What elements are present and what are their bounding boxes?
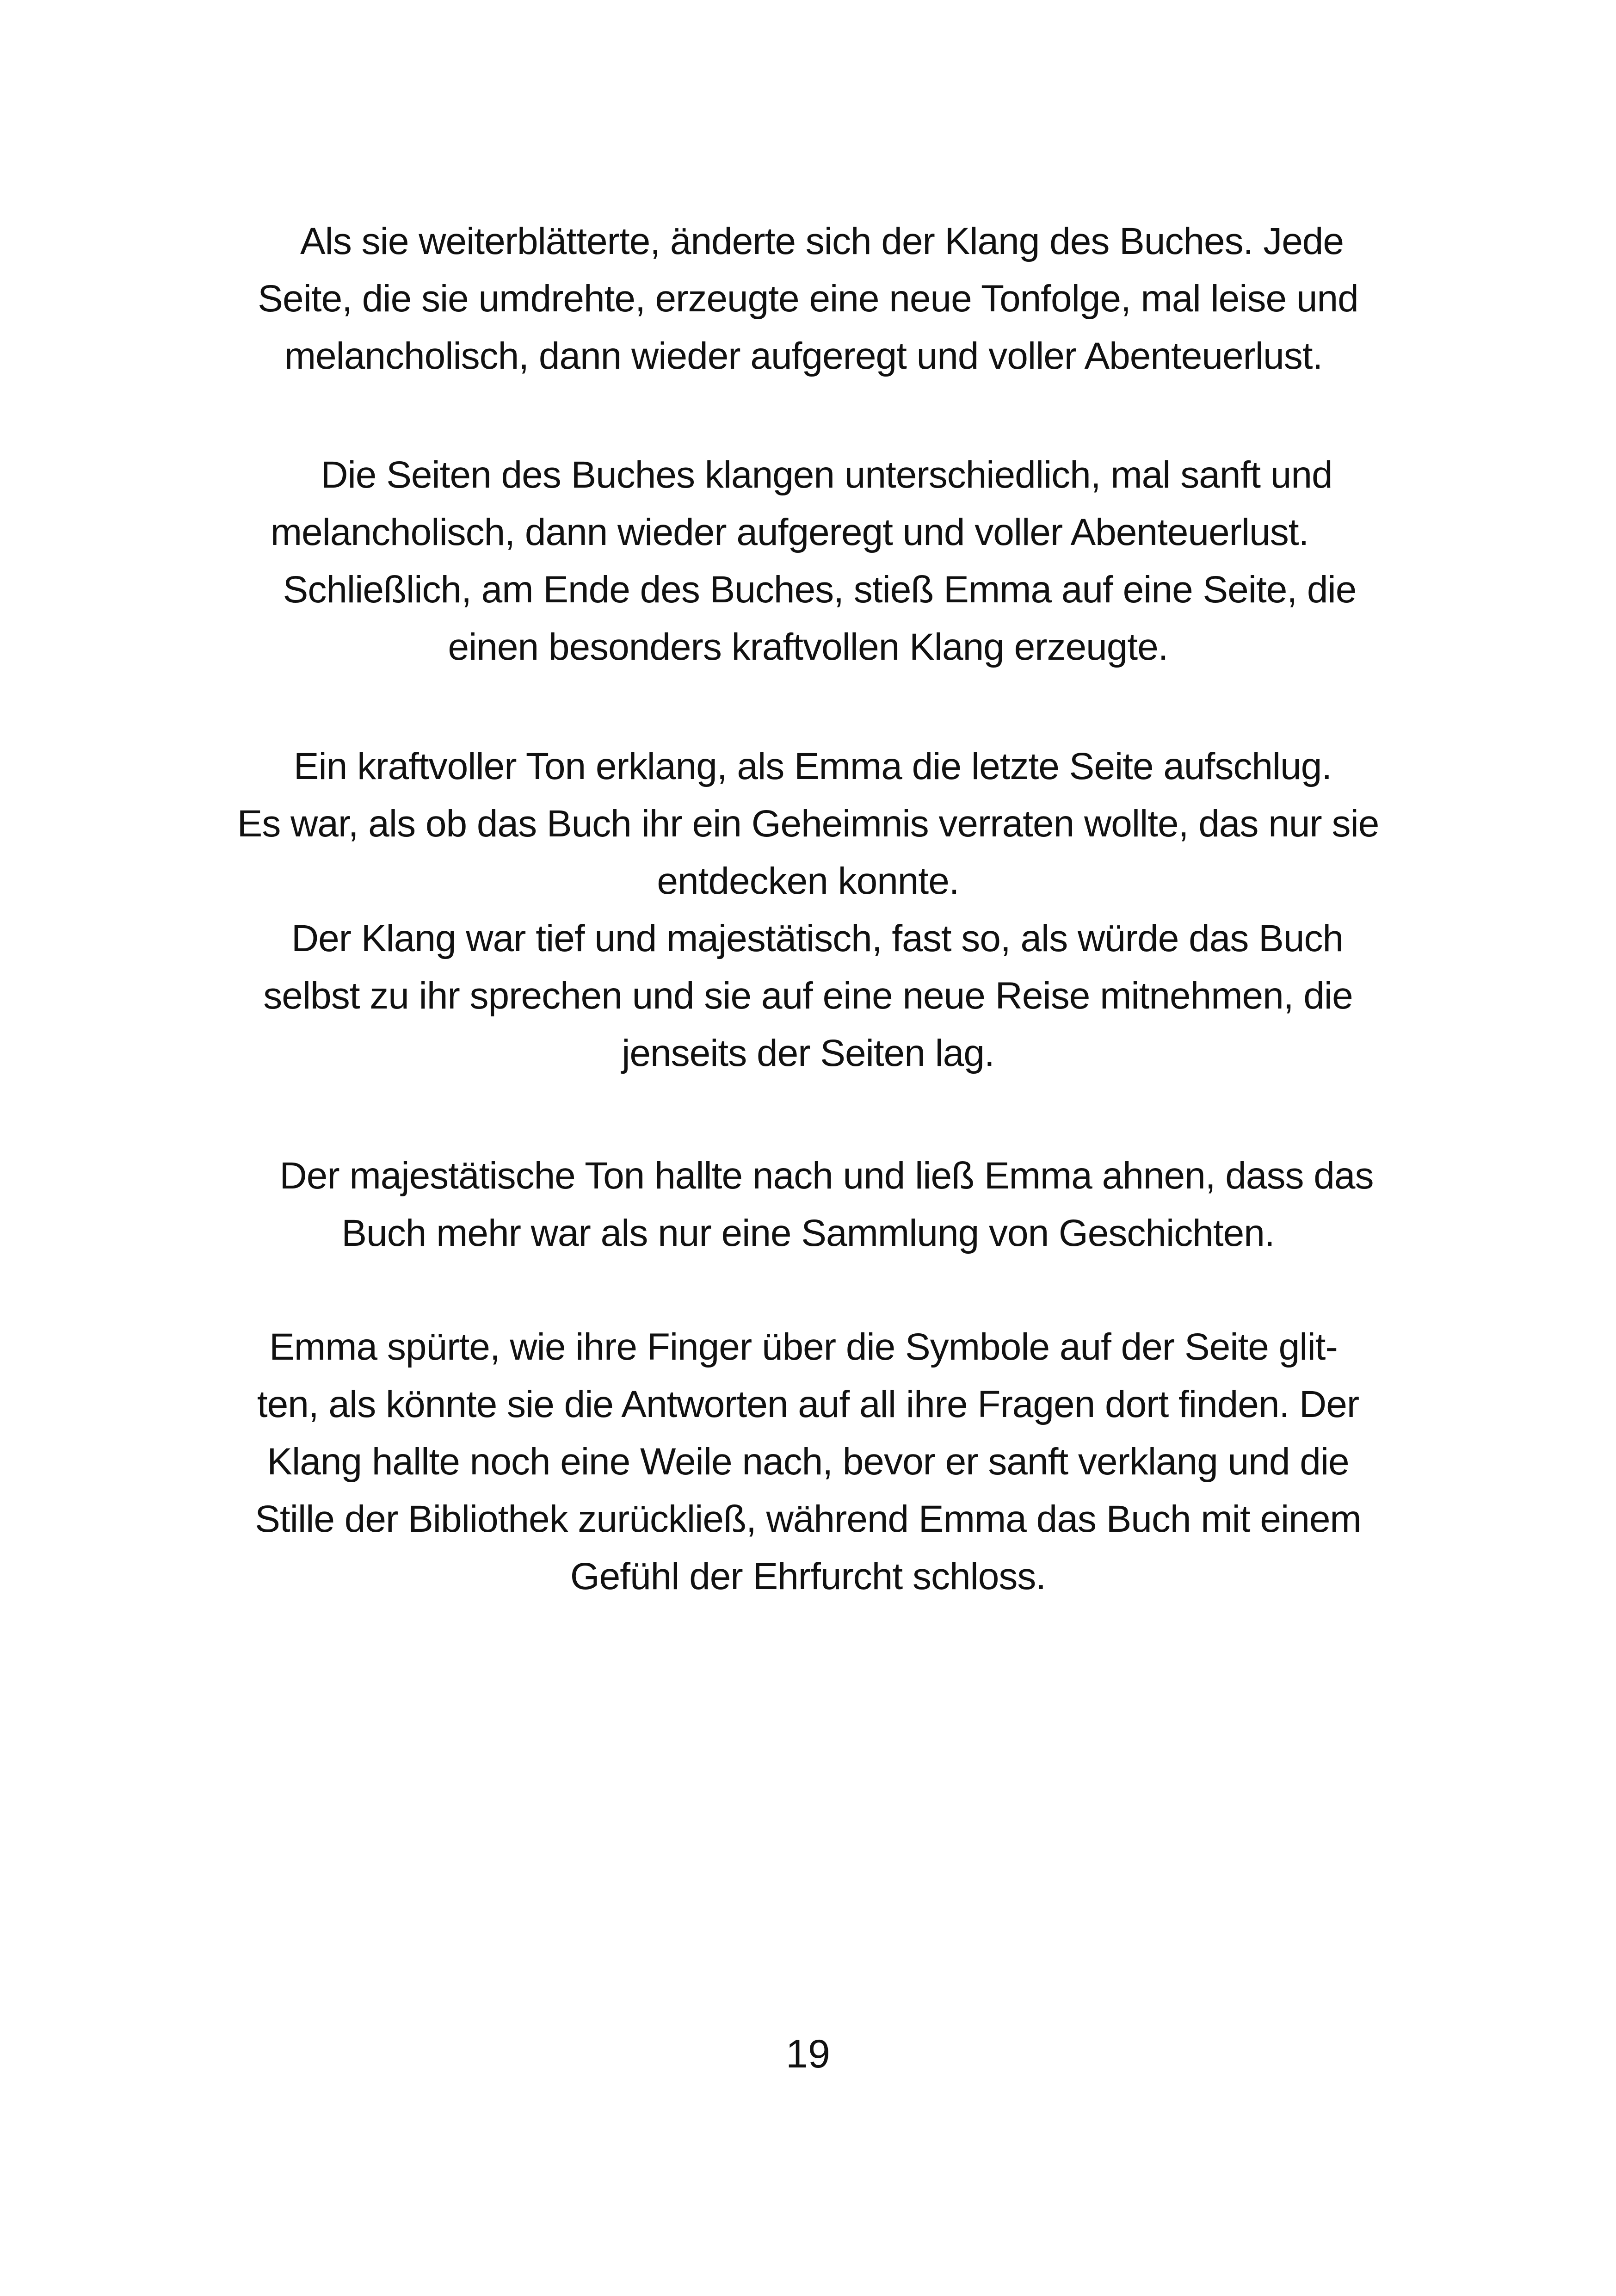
text-line: Schließlich, am Ende des Buches, stieß Emma auf eine Seite, die (283, 569, 1357, 611)
text-line: Klang hallte noch eine Weile nach, bevor er sanft verklang und die (267, 1441, 1349, 1483)
text-line: Stille der Bibliothek zurückließ, während Emma das Buch mit einem (255, 1498, 1361, 1540)
paragraph-1 (185, 213, 1431, 385)
text-line: Der majestätische Ton hallte nach und ließ Emma ahnen, dass das (279, 1155, 1374, 1197)
paragraph-3 (185, 738, 1431, 1082)
text-line: Es war, als ob das Buch ihr ein Geheimnis verraten wollte, das nur sie (237, 803, 1379, 845)
text-line: Der Klang war tief und majestätisch, fast so, als würde das Buch (291, 917, 1344, 959)
text-line: selbst zu ihr sprechen und sie auf eine neue Reise mitnehmen, die (263, 975, 1353, 1017)
text-line: Buch mehr war als nur eine Sammlung von Geschichten. (341, 1212, 1275, 1254)
text-line: Emma spürte, wie ihre Finger über die Symbole auf der Seite glit- (269, 1326, 1338, 1368)
text-line: melancholisch, dann wieder aufgeregt und voller Abenteuerlust. (270, 511, 1309, 553)
text-line: ten, als könnte sie die Antworten auf all ihre Fragen dort finden. Der (257, 1383, 1359, 1425)
text-line: entdecken konnte. (657, 860, 959, 902)
paragraph-2 (185, 446, 1431, 676)
paragraph-5 (185, 1318, 1431, 1605)
text-line: Gefühl der Ehrfurcht schloss. (570, 1555, 1046, 1597)
page-number: 19 (786, 2032, 830, 2076)
text-line: Seite, die sie umdrehte, erzeugte eine neue Tonfolge, mal leise und (258, 278, 1358, 320)
text-line: melancholisch, dann wieder aufgeregt und voller Abenteuerlust. (284, 335, 1323, 377)
text-line: jenseits der Seiten lag. (622, 1032, 994, 1074)
text-line: Als sie weiterblätterte, änderte sich der Klang des Buches. Jede (300, 220, 1344, 262)
text-line: Die Seiten des Buches klangen unterschiedlich, mal sanft und (321, 454, 1332, 496)
text-line: Ein kraftvoller Ton erklang, als Emma die letzte Seite aufschlug. (293, 745, 1332, 787)
text-line: einen besonders kraftvollen Klang erzeugte. (448, 626, 1168, 668)
paragraph-4 (185, 1147, 1431, 1262)
